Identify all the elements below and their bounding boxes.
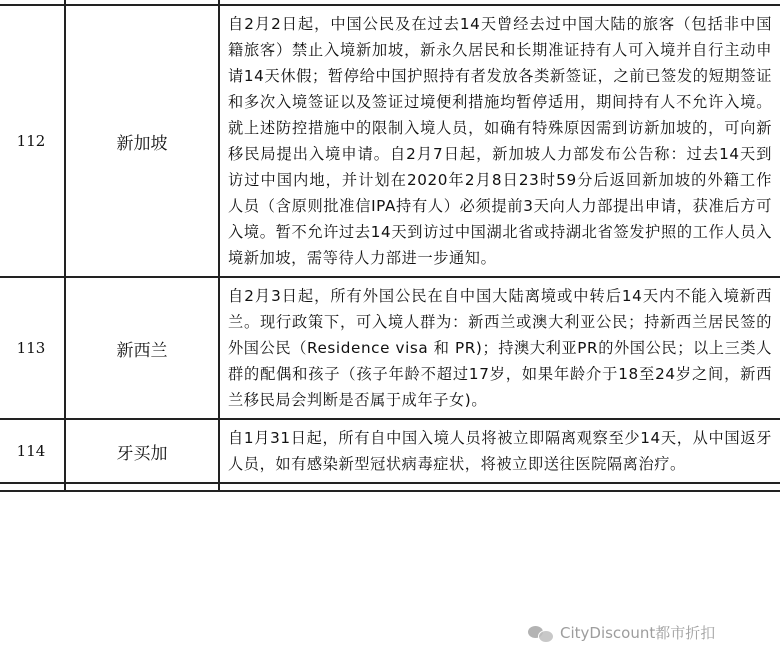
policy-text: 自2月2日起，中国公民及在过去14天曾经去过中国大陆的旅客（包括非中国籍旅客）禁止入境新加坡，新永久居民和长期准证持有人可入境并自行主动申请14天休假；暂停给中国护照持有者发放各类新签证，之前已签发的短期签证和多次入境签证以及签证过境便利措施均暂停适用，期间持有人不允许入境。就上述防控措施中的限制入境人员，如确有特殊原因需到访新加坡的，可向新移民局提出入境申请。自2月7日起，新加坡人力部发布公告称：过去14天到访过中国内地，并计划在2020年2月8日23时59分后返回新加坡的外籍工作人员（含原则批准信IPA持有人）必须提前3天向人力部提出申请，获准后方可入境。暂不允许过去14天到访过中国湖北省或持湖北省签发护照的工作人员入境新加坡，需等待人力部进一步通知。	[219, 5, 780, 277]
watermark	[528, 622, 715, 643]
table-row	[0, 5, 780, 277]
policy-text: 自2月3日起，所有外国公民在自中国大陆离境或中转后14天内不能入境新西兰。现行政策下，可入境人群为：新西兰或澳大利亚公民；持新西兰居民签的外国公民（Residence visa 和 PR)；持澳大利亚PR的外国公民；以上三类人群的配偶和孩子（孩子年龄不超过17岁，如果年龄介于18至24岁之间，新西兰移民局会判断是否属于成年子女)。	[219, 277, 780, 419]
table-row-partial-bottom	[0, 483, 780, 491]
watermark-text: CityDiscount都市折扣	[560, 624, 716, 642]
table-row	[0, 419, 780, 483]
row-number: 114	[0, 419, 65, 483]
country-name: 新加坡	[65, 5, 219, 277]
table-row	[0, 277, 780, 419]
country-name: 新西兰	[65, 277, 219, 419]
policy-text: 自1月31日起，所有自中国入境人员将被立即隔离观察至少14天，从中国返牙人员，如有感染新型冠状病毒症状，将被立即送往医院隔离治疗。	[219, 419, 780, 483]
row-number: 112	[0, 5, 65, 277]
country-name: 牙买加	[65, 419, 219, 483]
wechat-icon	[528, 624, 554, 642]
row-number: 113	[0, 277, 65, 419]
